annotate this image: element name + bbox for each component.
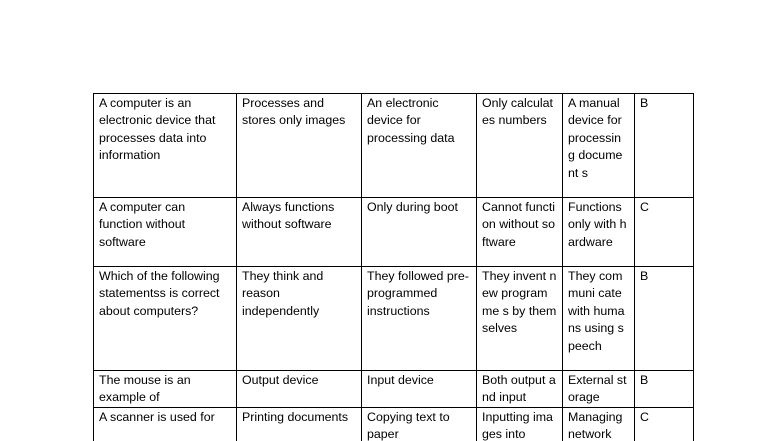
- option-d-cell: A manual device for processin g document s: [563, 94, 635, 198]
- option-b-cell: An electronic device for processing data: [362, 94, 477, 198]
- question-cell: A computer is an electronic device that processes data into information: [94, 94, 237, 198]
- table-row: [94, 371, 694, 408]
- option-a-cell: Output device: [237, 371, 362, 408]
- option-a-cell: Always functions without software: [237, 198, 362, 267]
- option-d-cell: Managing network: [563, 407, 635, 441]
- question-cell: Which of the following statementss is correct about computers?: [94, 267, 237, 371]
- answer-cell: B: [635, 371, 694, 408]
- option-c-cell: They invent new programme s by themselves: [477, 267, 563, 371]
- option-b-cell: They followed pre-programmed instructions: [362, 267, 477, 371]
- answer-cell: C: [635, 198, 694, 267]
- answer-cell: B: [635, 94, 694, 198]
- option-c-cell: Both output and input: [477, 371, 563, 408]
- answer-cell: B: [635, 267, 694, 371]
- option-a-cell: Processes and stores only images: [237, 94, 362, 198]
- answer-cell: C: [635, 407, 694, 441]
- option-c-cell: Cannot function without software: [477, 198, 563, 267]
- question-cell: A computer can function without software: [94, 198, 237, 267]
- option-d-cell: External storage: [563, 371, 635, 408]
- option-c-cell: Inputting images into: [477, 407, 563, 441]
- question-cell: The mouse is an example of: [94, 371, 237, 408]
- option-b-cell: Copying text to paper: [362, 407, 477, 441]
- question-cell: A scanner is used for: [94, 407, 237, 441]
- option-d-cell: Functions only with hardware: [563, 198, 635, 267]
- table-row: [94, 267, 694, 371]
- option-a-cell: Printing documents: [237, 407, 362, 441]
- table-row: [94, 198, 694, 267]
- quiz-table: [93, 93, 694, 441]
- option-b-cell: Only during boot: [362, 198, 477, 267]
- table-row: [94, 407, 694, 441]
- table-row: [94, 94, 694, 198]
- option-a-cell: They think and reason independently: [237, 267, 362, 371]
- option-d-cell: They communi cate with humans using speech: [563, 267, 635, 371]
- option-b-cell: Input device: [362, 371, 477, 408]
- option-c-cell: Only calculates numbers: [477, 94, 563, 198]
